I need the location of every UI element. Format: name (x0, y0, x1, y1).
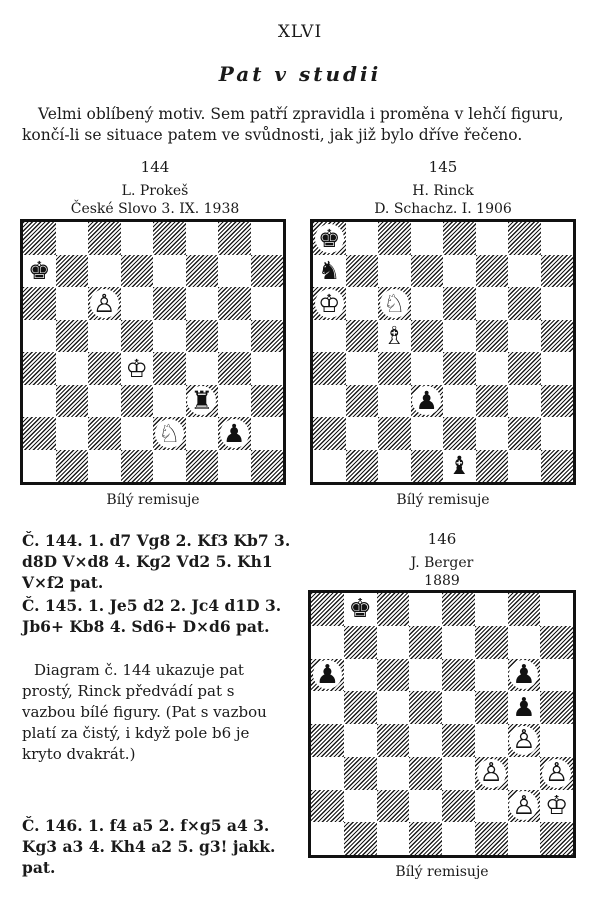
square-h8 (541, 222, 574, 255)
square-c7 (378, 255, 411, 288)
square-a1 (23, 450, 56, 483)
square-h7 (541, 255, 574, 288)
square-h7 (251, 255, 284, 288)
square-e4 (442, 724, 475, 757)
square-c4 (88, 352, 121, 385)
square-e3 (443, 385, 476, 418)
study-144-caption: Bílý remisuje (106, 492, 200, 508)
square-h5 (251, 320, 284, 353)
square-e6 (153, 287, 186, 320)
square-d7 (121, 255, 154, 288)
white-piece-h3: ♙ (542, 759, 571, 788)
square-f7 (476, 255, 509, 288)
square-f5 (476, 320, 509, 353)
white-piece-c6: ♙ (90, 289, 119, 318)
square-h5 (540, 691, 573, 724)
study-number: 144 (140, 158, 170, 176)
white-piece-f3: ♙ (477, 759, 506, 788)
square-g2 (218, 417, 251, 450)
square-b2 (346, 417, 379, 450)
square-b7 (346, 255, 379, 288)
square-f2 (186, 417, 219, 450)
square-d1 (409, 822, 442, 855)
square-d7 (411, 255, 444, 288)
square-b4 (56, 352, 89, 385)
white-piece-d4: ♔ (122, 354, 151, 383)
solution-145: Č. 145. 1. Je5 d2 2. Jc4 d1D 3. Jb6+ Kb8 4. Sd6+ D×d6 pat. (22, 596, 282, 636)
square-g8 (218, 222, 251, 255)
square-d6 (411, 287, 444, 320)
square-c3 (377, 757, 410, 790)
square-h8 (251, 222, 284, 255)
white-piece-c5: ♗ (380, 321, 409, 350)
white-piece-h2: ♔ (542, 791, 571, 820)
square-c6 (378, 287, 411, 320)
solution-146: Č. 146. 1. f4 a5 2. f×g5 a4 3. Kg3 a3 4. Kh4 a2 5. g3! jakk. pat. (22, 816, 276, 877)
square-b8 (346, 222, 379, 255)
black-piece-a7: ♚ (25, 256, 54, 285)
study-author: H. Rinck (412, 183, 474, 199)
square-h1 (541, 450, 574, 483)
square-c3 (88, 385, 121, 418)
study-source: D. Schachz. I. 1906 (374, 201, 512, 217)
study-number: 146 (427, 530, 457, 548)
square-c1 (88, 450, 121, 483)
square-a2 (23, 417, 56, 450)
square-a6 (23, 287, 56, 320)
square-a3 (23, 385, 56, 418)
square-h6 (541, 287, 574, 320)
square-g2 (508, 790, 541, 823)
square-b7 (56, 255, 89, 288)
study-source: České Slovo 3. IX. 1938 (70, 201, 240, 217)
black-piece-g6: ♟ (509, 660, 538, 689)
square-d5 (121, 320, 154, 353)
square-h5 (541, 320, 574, 353)
square-f2 (476, 417, 509, 450)
square-f6 (186, 287, 219, 320)
square-a4 (313, 352, 346, 385)
square-f7 (475, 626, 508, 659)
black-piece-d3: ♟ (412, 386, 441, 415)
square-f5 (475, 691, 508, 724)
square-g4 (218, 352, 251, 385)
square-f1 (475, 822, 508, 855)
square-e4 (153, 352, 186, 385)
square-h1 (251, 450, 284, 483)
square-e4 (443, 352, 476, 385)
square-a3 (311, 757, 344, 790)
square-h8 (540, 593, 573, 626)
black-piece-e1: ♝ (445, 451, 474, 480)
study-146-header (308, 530, 576, 590)
square-e8 (153, 222, 186, 255)
square-g1 (508, 822, 541, 855)
square-d8 (411, 222, 444, 255)
square-g7 (508, 626, 541, 659)
square-b5 (56, 320, 89, 353)
square-g7 (508, 255, 541, 288)
square-f6 (476, 287, 509, 320)
square-b8 (344, 593, 377, 626)
square-g2 (508, 417, 541, 450)
square-a7 (313, 255, 346, 288)
square-a5 (311, 691, 344, 724)
square-f8 (476, 222, 509, 255)
square-e6 (442, 659, 475, 692)
square-d8 (121, 222, 154, 255)
square-h6 (251, 287, 284, 320)
square-e2 (153, 417, 186, 450)
black-piece-g5: ♟ (509, 693, 538, 722)
square-b4 (346, 352, 379, 385)
square-d6 (409, 659, 442, 692)
square-h3 (541, 385, 574, 418)
square-g5 (218, 320, 251, 353)
square-c1 (377, 822, 410, 855)
square-f8 (186, 222, 219, 255)
square-g1 (508, 450, 541, 483)
white-piece-e2: ♘ (155, 419, 184, 448)
square-e2 (443, 417, 476, 450)
square-g3 (508, 385, 541, 418)
square-d3 (121, 385, 154, 418)
square-f3 (186, 385, 219, 418)
square-d2 (121, 417, 154, 450)
square-e7 (442, 626, 475, 659)
square-e7 (443, 255, 476, 288)
square-d4 (411, 352, 444, 385)
square-f4 (475, 724, 508, 757)
square-b3 (344, 757, 377, 790)
square-a6 (311, 659, 344, 692)
square-c5 (377, 691, 410, 724)
square-h7 (540, 626, 573, 659)
square-g7 (218, 255, 251, 288)
square-a3 (313, 385, 346, 418)
square-c4 (377, 724, 410, 757)
square-a2 (313, 417, 346, 450)
square-h4 (251, 352, 284, 385)
square-f3 (475, 757, 508, 790)
square-h2 (251, 417, 284, 450)
square-f8 (475, 593, 508, 626)
square-d5 (411, 320, 444, 353)
square-g6 (218, 287, 251, 320)
black-piece-b8: ♚ (346, 595, 375, 624)
chess-board-146 (308, 590, 576, 858)
square-b1 (344, 822, 377, 855)
square-a7 (23, 255, 56, 288)
square-e1 (443, 450, 476, 483)
square-d1 (411, 450, 444, 483)
square-f4 (476, 352, 509, 385)
square-a8 (23, 222, 56, 255)
square-e3 (442, 757, 475, 790)
square-a5 (23, 320, 56, 353)
study-source: 1889 (424, 573, 460, 589)
square-b3 (346, 385, 379, 418)
square-f1 (476, 450, 509, 483)
square-d6 (121, 287, 154, 320)
square-g8 (508, 222, 541, 255)
square-h2 (541, 417, 574, 450)
square-b1 (346, 450, 379, 483)
square-a6 (313, 287, 346, 320)
square-f4 (186, 352, 219, 385)
square-g6 (508, 287, 541, 320)
square-g3 (218, 385, 251, 418)
square-g5 (508, 691, 541, 724)
square-b8 (56, 222, 89, 255)
square-f1 (186, 450, 219, 483)
square-f2 (475, 790, 508, 823)
square-a8 (311, 593, 344, 626)
square-a1 (313, 450, 346, 483)
black-piece-a7: ♞ (315, 256, 344, 285)
square-c8 (88, 222, 121, 255)
square-a7 (311, 626, 344, 659)
square-a8 (313, 222, 346, 255)
square-h2 (540, 790, 573, 823)
study-146-caption: Bílý remisuje (395, 864, 489, 880)
square-g5 (508, 320, 541, 353)
square-c8 (378, 222, 411, 255)
square-d8 (409, 593, 442, 626)
page-title: Pat v studii (218, 62, 382, 86)
study-145-header (308, 158, 578, 218)
square-e7 (153, 255, 186, 288)
square-a4 (311, 724, 344, 757)
square-c2 (88, 417, 121, 450)
square-d7 (409, 626, 442, 659)
study-144-header (20, 158, 290, 218)
black-piece-a6: ♟ (313, 660, 342, 689)
solution-144: Č. 144. 1. d7 Vg8 2. Kf3 Kb7 3. d8D V×d8 4. Kg2 Vd2 5. Kh1 V×f2 pat. (22, 531, 291, 592)
square-e6 (443, 287, 476, 320)
square-e3 (153, 385, 186, 418)
square-c8 (377, 593, 410, 626)
square-b4 (344, 724, 377, 757)
square-d4 (121, 352, 154, 385)
black-piece-f3: ♜ (187, 386, 216, 415)
square-h6 (540, 659, 573, 692)
square-h1 (540, 822, 573, 855)
square-c4 (378, 352, 411, 385)
square-c6 (88, 287, 121, 320)
study-number: 145 (428, 158, 458, 176)
square-f3 (476, 385, 509, 418)
square-g1 (218, 450, 251, 483)
intro-paragraph: Velmi oblíbený motiv. Sem patří zpravidla i proměna v lehčí figuru, končí-li se situace patem ve svůdnosti, jak již bylo dříve řečeno. (22, 105, 564, 144)
white-piece-c6: ♘ (380, 289, 409, 318)
square-b5 (346, 320, 379, 353)
white-piece-g2: ♙ (509, 791, 538, 820)
square-b5 (344, 691, 377, 724)
square-e5 (153, 320, 186, 353)
commentary-paragraph: Diagram č. 144 ukazuje pat prostý, Rinck předvádí pat s vazbou bílé figury. (Pat s vazbou platí za čistý, i když pole b6 je kryto dvakrát.) (22, 661, 267, 763)
square-a5 (313, 320, 346, 353)
square-b7 (344, 626, 377, 659)
square-h3 (251, 385, 284, 418)
square-c2 (377, 790, 410, 823)
chess-board-145 (310, 219, 576, 485)
black-piece-a8: ♚ (315, 224, 344, 253)
white-piece-a6: ♔ (315, 289, 344, 318)
square-a1 (311, 822, 344, 855)
square-d2 (411, 417, 444, 450)
square-b6 (56, 287, 89, 320)
square-e8 (443, 222, 476, 255)
square-g3 (508, 757, 541, 790)
square-c7 (88, 255, 121, 288)
square-b1 (56, 450, 89, 483)
square-a4 (23, 352, 56, 385)
square-h3 (540, 757, 573, 790)
chapter-number: XLVI (277, 22, 323, 42)
black-piece-g2: ♟ (220, 419, 249, 448)
study-author: L. Prokeš (121, 183, 189, 199)
square-e1 (153, 450, 186, 483)
square-c2 (378, 417, 411, 450)
square-e5 (443, 320, 476, 353)
square-b2 (56, 417, 89, 450)
square-c5 (378, 320, 411, 353)
square-e8 (442, 593, 475, 626)
study-author: J. Berger (410, 555, 474, 571)
square-b2 (344, 790, 377, 823)
square-b3 (56, 385, 89, 418)
square-d2 (409, 790, 442, 823)
square-c7 (377, 626, 410, 659)
square-d3 (409, 757, 442, 790)
chess-board-144 (20, 219, 286, 485)
square-d4 (409, 724, 442, 757)
square-e5 (442, 691, 475, 724)
study-145-caption: Bílý remisuje (396, 492, 490, 508)
white-piece-g4: ♙ (509, 726, 538, 755)
square-g8 (508, 593, 541, 626)
square-g4 (508, 724, 541, 757)
square-e2 (442, 790, 475, 823)
square-f6 (475, 659, 508, 692)
square-f5 (186, 320, 219, 353)
square-b6 (346, 287, 379, 320)
square-e1 (442, 822, 475, 855)
square-h4 (540, 724, 573, 757)
square-d3 (411, 385, 444, 418)
square-f7 (186, 255, 219, 288)
square-g4 (508, 352, 541, 385)
square-c5 (88, 320, 121, 353)
square-a2 (311, 790, 344, 823)
square-b6 (344, 659, 377, 692)
square-d5 (409, 691, 442, 724)
square-h4 (541, 352, 574, 385)
square-c3 (378, 385, 411, 418)
square-c1 (378, 450, 411, 483)
square-g6 (508, 659, 541, 692)
square-d1 (121, 450, 154, 483)
square-c6 (377, 659, 410, 692)
